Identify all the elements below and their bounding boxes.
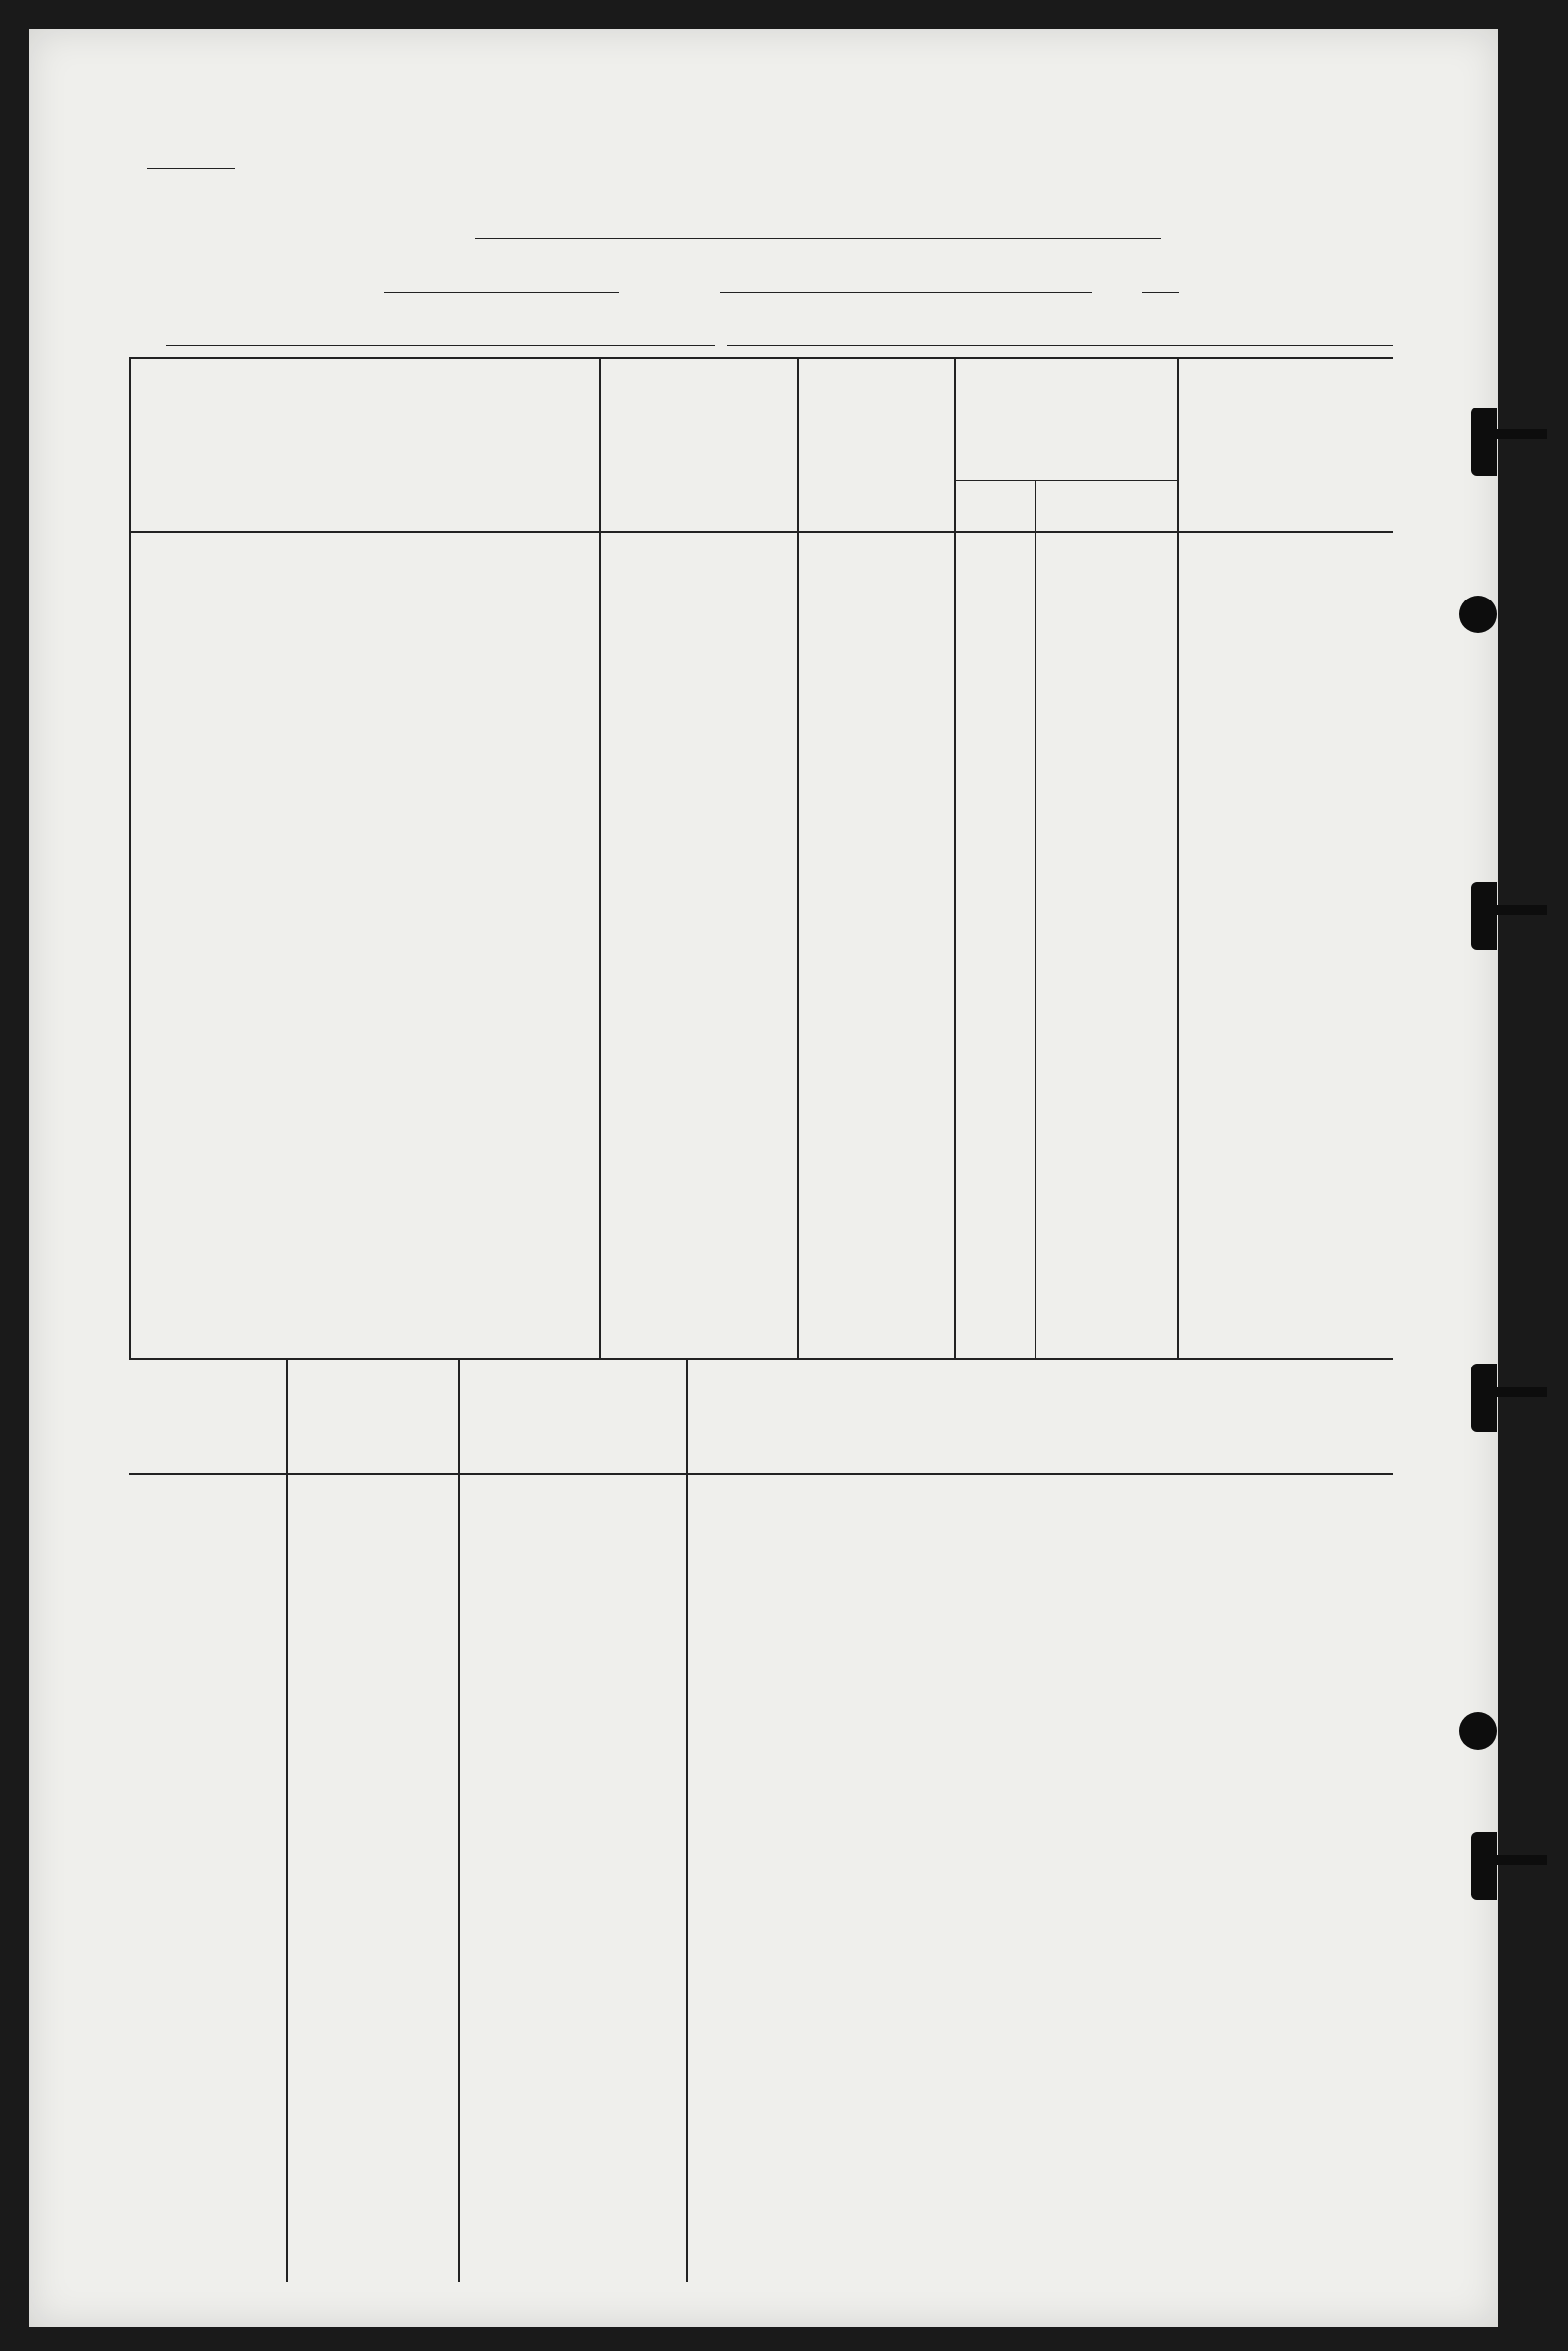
binder-clip-2 [1471,882,1497,950]
enlist-subhead-line [954,480,1177,481]
page-number-line [147,168,235,169]
top-table-border-top [129,357,1393,359]
col-divider-6 [1177,357,1179,1358]
binder-clip-3 [1471,1364,1497,1432]
binder-clip-2-arm [1489,905,1547,915]
punch-hole-2 [1459,1712,1497,1750]
binder-clip-4 [1471,1832,1497,1900]
to-line [727,345,1393,346]
nineteen-line [1142,292,1179,293]
report-sheet [29,29,1498,2327]
from-line [166,345,715,346]
binder-clip-3-arm [1489,1387,1547,1397]
bottom-col-divider-1 [286,1358,288,2282]
binder-clip-4-arm [1489,1855,1547,1865]
binder-clip-1-arm [1489,429,1547,439]
bottom-col-divider-3 [686,1358,688,2282]
month-line [720,292,1092,293]
day-line [384,292,619,293]
binder-clip-1 [1471,408,1497,476]
top-table-border-left [129,357,131,1358]
bottom-header-bottom [129,1473,1393,1475]
bottom-table-border-top [129,1358,1393,1360]
col-divider-3 [954,357,956,1358]
col-divider-2 [797,357,799,1358]
col-divider-4 [1035,480,1036,1358]
ship-name-line [475,238,1161,239]
bottom-col-divider-2 [458,1358,460,2282]
top-header-bottom [129,531,1393,533]
col-divider-1 [599,357,601,1358]
punch-hole-1 [1459,596,1497,633]
